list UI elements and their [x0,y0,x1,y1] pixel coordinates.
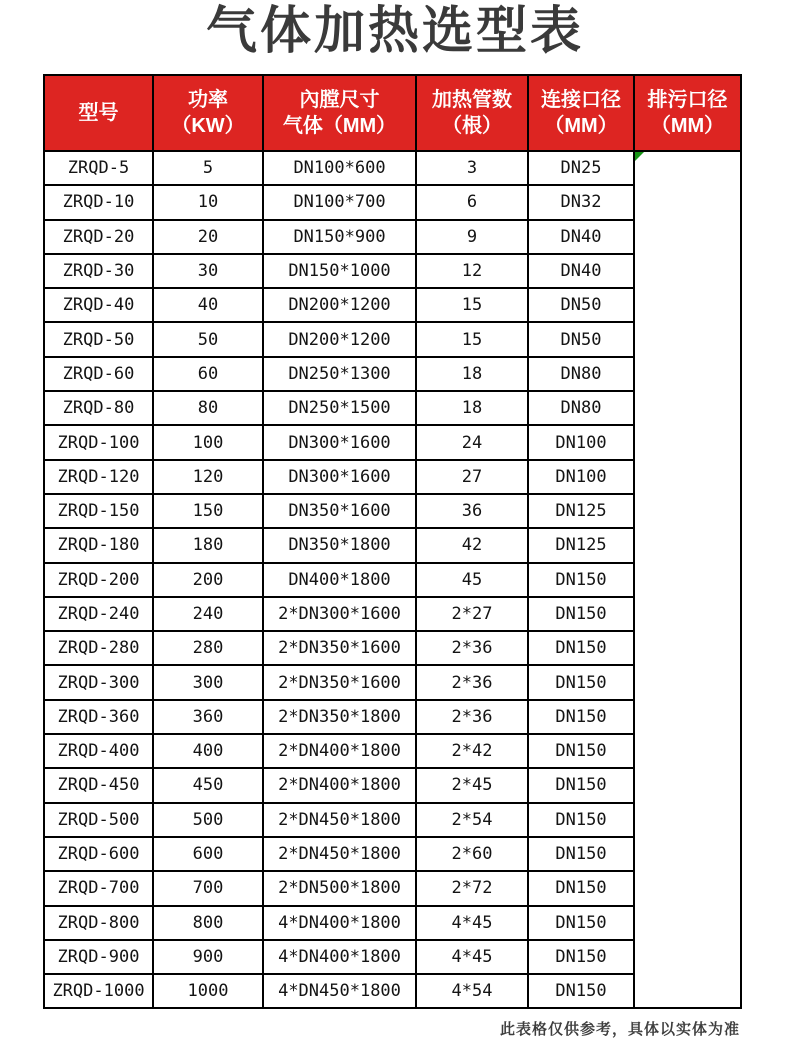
table-cell: DN150 [528,871,634,905]
table-cell: ZRQD-80 [44,391,153,425]
table-cell: 1000 [153,974,263,1008]
table-cell: ZRQD-900 [44,940,153,974]
table-cell: DN150 [528,974,634,1008]
header-label: 连接口径 [541,89,621,111]
table-cell: 2*42 [416,734,528,768]
table-cell: 800 [153,906,263,940]
table-cell: 2*72 [416,871,528,905]
table-cell: 24 [416,425,528,459]
table-cell: ZRQD-500 [44,803,153,837]
table-cell: 60 [153,357,263,391]
table-cell: DN150*1000 [263,254,416,288]
table-cell: 15 [416,322,528,356]
header-cell-tubes [416,75,528,151]
table-cell: 2*36 [416,700,528,734]
table-cell: DN150 [528,631,634,665]
table-cell: 2*60 [416,837,528,871]
table-cell: 2*DN300*1600 [263,597,416,631]
header-label-unit: （MM） [544,115,618,137]
table-cell: DN150 [528,803,634,837]
table-cell: ZRQD-120 [44,460,153,494]
table-cell: 4*DN450*1800 [263,974,416,1008]
table-cell: DN300*1600 [263,425,416,459]
header-label: 排污口径 [647,89,728,111]
table-cell: 2*DN500*1800 [263,871,416,905]
table-cell: ZRQD-1000 [44,974,153,1008]
table-cell: DN200*1200 [263,322,416,356]
table-cell: 2*DN450*1800 [263,803,416,837]
header-cell-connection [528,75,634,151]
table-cell: DN125 [528,494,634,528]
table-cell: DN150*900 [263,220,416,254]
table-cell: ZRQD-5 [44,151,153,185]
table-cell: 10 [153,185,263,219]
table-cell: 2*36 [416,665,528,699]
header-label: 功率 [188,89,228,111]
table-cell: 400 [153,734,263,768]
table-cell: 2*DN400*1800 [263,768,416,802]
table-cell: 4*45 [416,906,528,940]
table-cell: DN150 [528,734,634,768]
table-cell: 280 [153,631,263,665]
table-cell: DN150 [528,837,634,871]
table-cell: ZRQD-50 [44,322,153,356]
header-cell-power [153,75,263,151]
table-cell: DN150 [528,700,634,734]
table-cell: ZRQD-20 [44,220,153,254]
table-cell: 2*DN350*1600 [263,631,416,665]
table-cell: 120 [153,460,263,494]
table-header [44,75,741,151]
table-cell: DN32 [528,185,634,219]
table-cell: DN350*1800 [263,528,416,562]
spec-table [43,74,742,1009]
table-cell: DN150 [528,665,634,699]
table-cell: ZRQD-100 [44,425,153,459]
table-cell: ZRQD-60 [44,357,153,391]
table-cell: 15 [416,288,528,322]
table-cell: ZRQD-360 [44,700,153,734]
table-cell: 2*54 [416,803,528,837]
table-cell: DN100*600 [263,151,416,185]
table-cell: 36 [416,494,528,528]
table-cell: 500 [153,803,263,837]
table-cell: DN150 [528,563,634,597]
table-cell: 4*DN400*1800 [263,906,416,940]
header-label: 加热管数 [432,89,512,111]
table-cell: 42 [416,528,528,562]
table-cell: DN25 [528,151,634,185]
table-cell: 300 [153,665,263,699]
table-cell: DN40 [528,220,634,254]
table-cell: DN80 [528,357,634,391]
table-cell: DN150 [528,597,634,631]
table-cell: ZRQD-800 [44,906,153,940]
table-cell: 2*DN350*1800 [263,700,416,734]
table-cell: ZRQD-180 [44,528,153,562]
header-cell-drain [634,75,741,151]
header-row [44,75,741,151]
table-cell: 900 [153,940,263,974]
table-body [44,151,741,1008]
table-cell: 30 [153,254,263,288]
table-cell: 100 [153,425,263,459]
table-cell: DN300*1600 [263,460,416,494]
table-cell: 18 [416,357,528,391]
header-cell-model [44,75,153,151]
table-cell: DN125 [528,528,634,562]
page-title: 气体加热选型表 [205,2,584,59]
header-label-unit: 气体（MM） [282,115,397,137]
table-cell: DN80 [528,391,634,425]
table-cell: DN200*1200 [263,288,416,322]
table-cell: DN100*700 [263,185,416,219]
table-cell: 2*DN450*1800 [263,837,416,871]
table-cell: ZRQD-240 [44,597,153,631]
table-cell: 3 [416,151,528,185]
table-cell: ZRQD-700 [44,871,153,905]
table-cell: 700 [153,871,263,905]
table-cell: 2*DN350*1600 [263,665,416,699]
table-cell: 2*27 [416,597,528,631]
table-cell: DN250*1500 [263,391,416,425]
table-cell: 20 [153,220,263,254]
table-cell: 240 [153,597,263,631]
table-cell: ZRQD-400 [44,734,153,768]
table-cell: ZRQD-150 [44,494,153,528]
table-cell: 6 [416,185,528,219]
table-cell: DN50 [528,288,634,322]
table-cell: 450 [153,768,263,802]
table-cell: 5 [153,151,263,185]
header-label: 型号 [78,102,119,124]
table-cell: 45 [416,563,528,597]
table-cell: ZRQD-300 [44,665,153,699]
table-cell: 18 [416,391,528,425]
footer-note: 此表格仅供参考，具体以实体为准 [499,1021,740,1038]
table-cell: ZRQD-600 [44,837,153,871]
table-cell: 12 [416,254,528,288]
table-cell: 27 [416,460,528,494]
table-cell: DN150 [528,940,634,974]
table-cell: ZRQD-200 [44,563,153,597]
table-cell: 2*36 [416,631,528,665]
table-cell: DN350*1600 [263,494,416,528]
table-cell: DN100 [528,425,634,459]
table-cell: ZRQD-30 [44,254,153,288]
table-cell: ZRQD-40 [44,288,153,322]
table-cell: DN250*1300 [263,357,416,391]
table-cell: 600 [153,837,263,871]
header-label: 內膛尺寸 [299,89,380,111]
table-cell: ZRQD-10 [44,185,153,219]
table-row [44,151,741,185]
table-cell: DN150 [528,906,634,940]
header-label-unit: （MM） [650,115,725,137]
table-cell: DN100 [528,460,634,494]
table-cell: DN50 [528,322,634,356]
header-label-unit: （根） [442,115,502,137]
table-cell: 150 [153,494,263,528]
table-cell: DN150 [528,768,634,802]
drain-column-empty-cell [634,151,741,1008]
table-cell: 200 [153,563,263,597]
table-cell: 80 [153,391,263,425]
table-cell: ZRQD-450 [44,768,153,802]
table-cell: 4*54 [416,974,528,1008]
table-cell: 9 [416,220,528,254]
header-cell-chamber [263,75,416,151]
table-cell: 50 [153,322,263,356]
header-label-unit: （KW） [171,115,245,137]
cell-corner-marker-icon [635,152,644,161]
table-cell: 180 [153,528,263,562]
table-cell: ZRQD-280 [44,631,153,665]
table-cell: DN40 [528,254,634,288]
table-cell: 4*DN400*1800 [263,940,416,974]
table-cell: DN400*1800 [263,563,416,597]
table-cell: 40 [153,288,263,322]
table-cell: 360 [153,700,263,734]
table-cell: 2*DN400*1800 [263,734,416,768]
table-cell: 2*45 [416,768,528,802]
table-cell: 4*45 [416,940,528,974]
